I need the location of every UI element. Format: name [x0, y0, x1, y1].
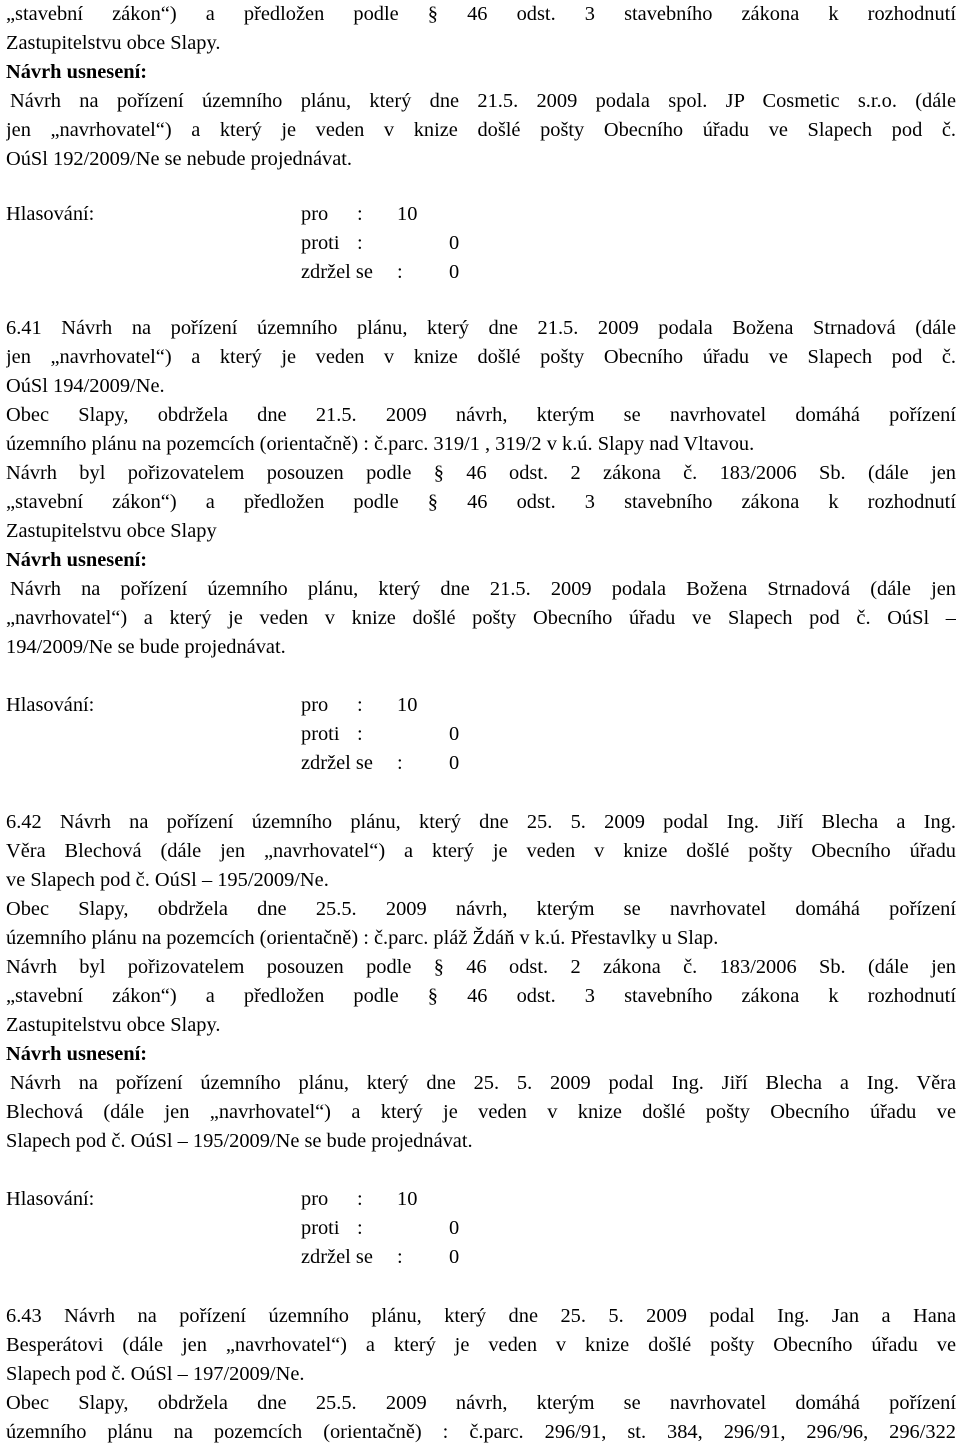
vote-pro-row [301, 1185, 417, 1214]
vote-proti-value: 0 [449, 232, 460, 254]
text-line: OúSl 194/2009/Ne. [6, 375, 165, 397]
text-line: Návrh byl pořizovatelem posouzen podle § 46 odst. 2 zákona č. 183/2006 Sb. (dále jen [6, 956, 956, 978]
text-line: „stavební zákon“) a předložen podle § 46 odst. 3 stavebního zákona k rozhodnutí [6, 3, 956, 25]
vote-proti-label: proti [301, 232, 340, 254]
vote-pro-value: 10 [397, 1188, 418, 1210]
text-line: Blechová (dále jen „navrhovatel“) a který je veden v knize došlé pošty Obecního úřadu ve [6, 1101, 956, 1123]
text-line: územního plánu na pozemcích (orientačně) : č.parc. pláž Ždáň v k.ú. Přestavlky u Slap. [6, 927, 719, 949]
text-line: Zastupitelstvu obce Slapy. [6, 1014, 221, 1036]
vote-colon: : [357, 1217, 363, 1239]
vote-zdrzel-row [301, 749, 459, 778]
voting-label: Hlasování: [6, 203, 95, 225]
vote-colon: : [357, 1188, 363, 1210]
text-line: 6.43 Návrh na pořízení územního plánu, který dne 25. 5. 2009 podal Ing. Jan a Hana [6, 1305, 956, 1327]
vote-zdrzel-row [301, 1243, 459, 1272]
vote-pro-label: pro [301, 694, 329, 716]
vote-proti-value: 0 [449, 1217, 460, 1239]
vote-pro-label: pro [301, 203, 329, 225]
text-line: 6.41 Návrh na pořízení územního plánu, který dne 21.5. 2009 podala Božena Strnadová (dále [6, 317, 956, 339]
vote-zdrzel-label: zdržel se [301, 261, 373, 283]
text-line: Věra Blechová (dále jen „navrhovatel“) a který je veden v knize došlé pošty Obecního úřadu [6, 840, 956, 862]
vote-colon: : [357, 694, 363, 716]
vote-zdrzel-value: 0 [449, 1246, 460, 1268]
vote-zdrzel-value: 0 [449, 752, 460, 774]
vote-zdrzel-label: zdržel se [301, 1246, 373, 1268]
text-line: Obec Slapy, obdržela dne 25.5. 2009 návrh, kterým se navrhovatel domáhá pořízení [6, 1392, 956, 1414]
voting-label: Hlasování: [6, 1188, 95, 1210]
text-line: 6.42 Návrh na pořízení územního plánu, který dne 25. 5. 2009 podal Ing. Jiří Blecha a Ing. [6, 811, 956, 833]
vote-zdrzel-row [301, 258, 459, 287]
text-line: „stavební zákon“) a předložen podle § 46 odst. 3 stavebního zákona k rozhodnutí [6, 491, 956, 513]
text-line: Návrh byl pořizovatelem posouzen podle § 46 odst. 2 zákona č. 183/2006 Sb. (dále jen [6, 462, 956, 484]
voting-label: Hlasování: [6, 694, 95, 716]
vote-proti-row [301, 1214, 459, 1243]
resolution-heading: Návrh usnesení: [6, 549, 148, 571]
text-line: Obec Slapy, obdržela dne 21.5. 2009 návrh, kterým se navrhovatel domáhá pořízení [6, 404, 956, 426]
resolution-heading: Návrh usnesení: [6, 1043, 148, 1065]
vote-pro-value: 10 [397, 203, 418, 225]
text-line: ve Slapech pod č. OúSl – 195/2009/Ne. [6, 869, 329, 891]
text-line: „navrhovatel“) a který je veden v knize došlé pošty Obecního úřadu ve Slapech pod č. OúSl – [6, 607, 956, 629]
text-line: 194/2009/Ne se bude projednávat. [6, 636, 286, 658]
text-line: OúSl 192/2009/Ne se nebude projednávat. [6, 148, 353, 170]
vote-colon: : [357, 723, 363, 745]
vote-colon: : [357, 232, 363, 254]
vote-pro-row [301, 200, 417, 229]
text-line: Návrh na pořízení územního plánu, který dne 21.5. 2009 podala Božena Strnadová (dále jen [10, 578, 956, 600]
text-line: územního plánu na pozemcích (orientačně) : č.parc. 319/1 , 319/2 v k.ú. Slapy nad Vltavou. [6, 433, 755, 455]
vote-colon: : [357, 203, 363, 225]
text-line: jen „navrhovatel“) a který je veden v knize došlé pošty Obecního úřadu ve Slapech pod č. [6, 346, 956, 368]
vote-pro-label: pro [301, 1188, 329, 1210]
vote-proti-row [301, 720, 459, 749]
vote-proti-value: 0 [449, 723, 460, 745]
text-line: jen „navrhovatel“) a který je veden v knize došlé pošty Obecního úřadu ve Slapech pod č. [6, 119, 956, 141]
vote-zdrzel-label: zdržel se [301, 752, 373, 774]
text-line: Návrh na pořízení územního plánu, který dne 25. 5. 2009 podal Ing. Jiří Blecha a Ing. Věra [10, 1072, 956, 1094]
text-line: Besperátovi (dále jen „navrhovatel“) a který je veden v knize došlé pošty Obecního úřadu ve [6, 1334, 956, 1356]
vote-proti-label: proti [301, 723, 340, 745]
vote-colon: : [397, 261, 403, 283]
vote-pro-value: 10 [397, 694, 418, 716]
text-line: Obec Slapy, obdržela dne 25.5. 2009 návrh, kterým se navrhovatel domáhá pořízení [6, 898, 956, 920]
resolution-heading: Návrh usnesení: [6, 61, 148, 83]
vote-proti-label: proti [301, 1217, 340, 1239]
text-line: Zastupitelstvu obce Slapy. [6, 32, 221, 54]
text-line: územního plánu na pozemcích (orientačně) : č.parc. 296/91, st. 384, 296/91, 296/96, 296/322 [6, 1421, 956, 1443]
text-line: Slapech pod č. OúSl – 195/2009/Ne se bude projednávat. [6, 1130, 473, 1152]
vote-pro-row [301, 691, 417, 720]
text-line: „stavební zákon“) a předložen podle § 46 odst. 3 stavebního zákona k rozhodnutí [6, 985, 956, 1007]
text-line: Slapech pod č. OúSl – 197/2009/Ne. [6, 1363, 305, 1385]
vote-colon: : [397, 752, 403, 774]
vote-proti-row [301, 229, 459, 258]
text-line: Zastupitelstvu obce Slapy [6, 520, 217, 542]
text-line: Návrh na pořízení územního plánu, který dne 21.5. 2009 podala spol. JP Cosmetic s.r.o. (dále [10, 90, 956, 112]
vote-zdrzel-value: 0 [449, 261, 460, 283]
vote-colon: : [397, 1246, 403, 1268]
